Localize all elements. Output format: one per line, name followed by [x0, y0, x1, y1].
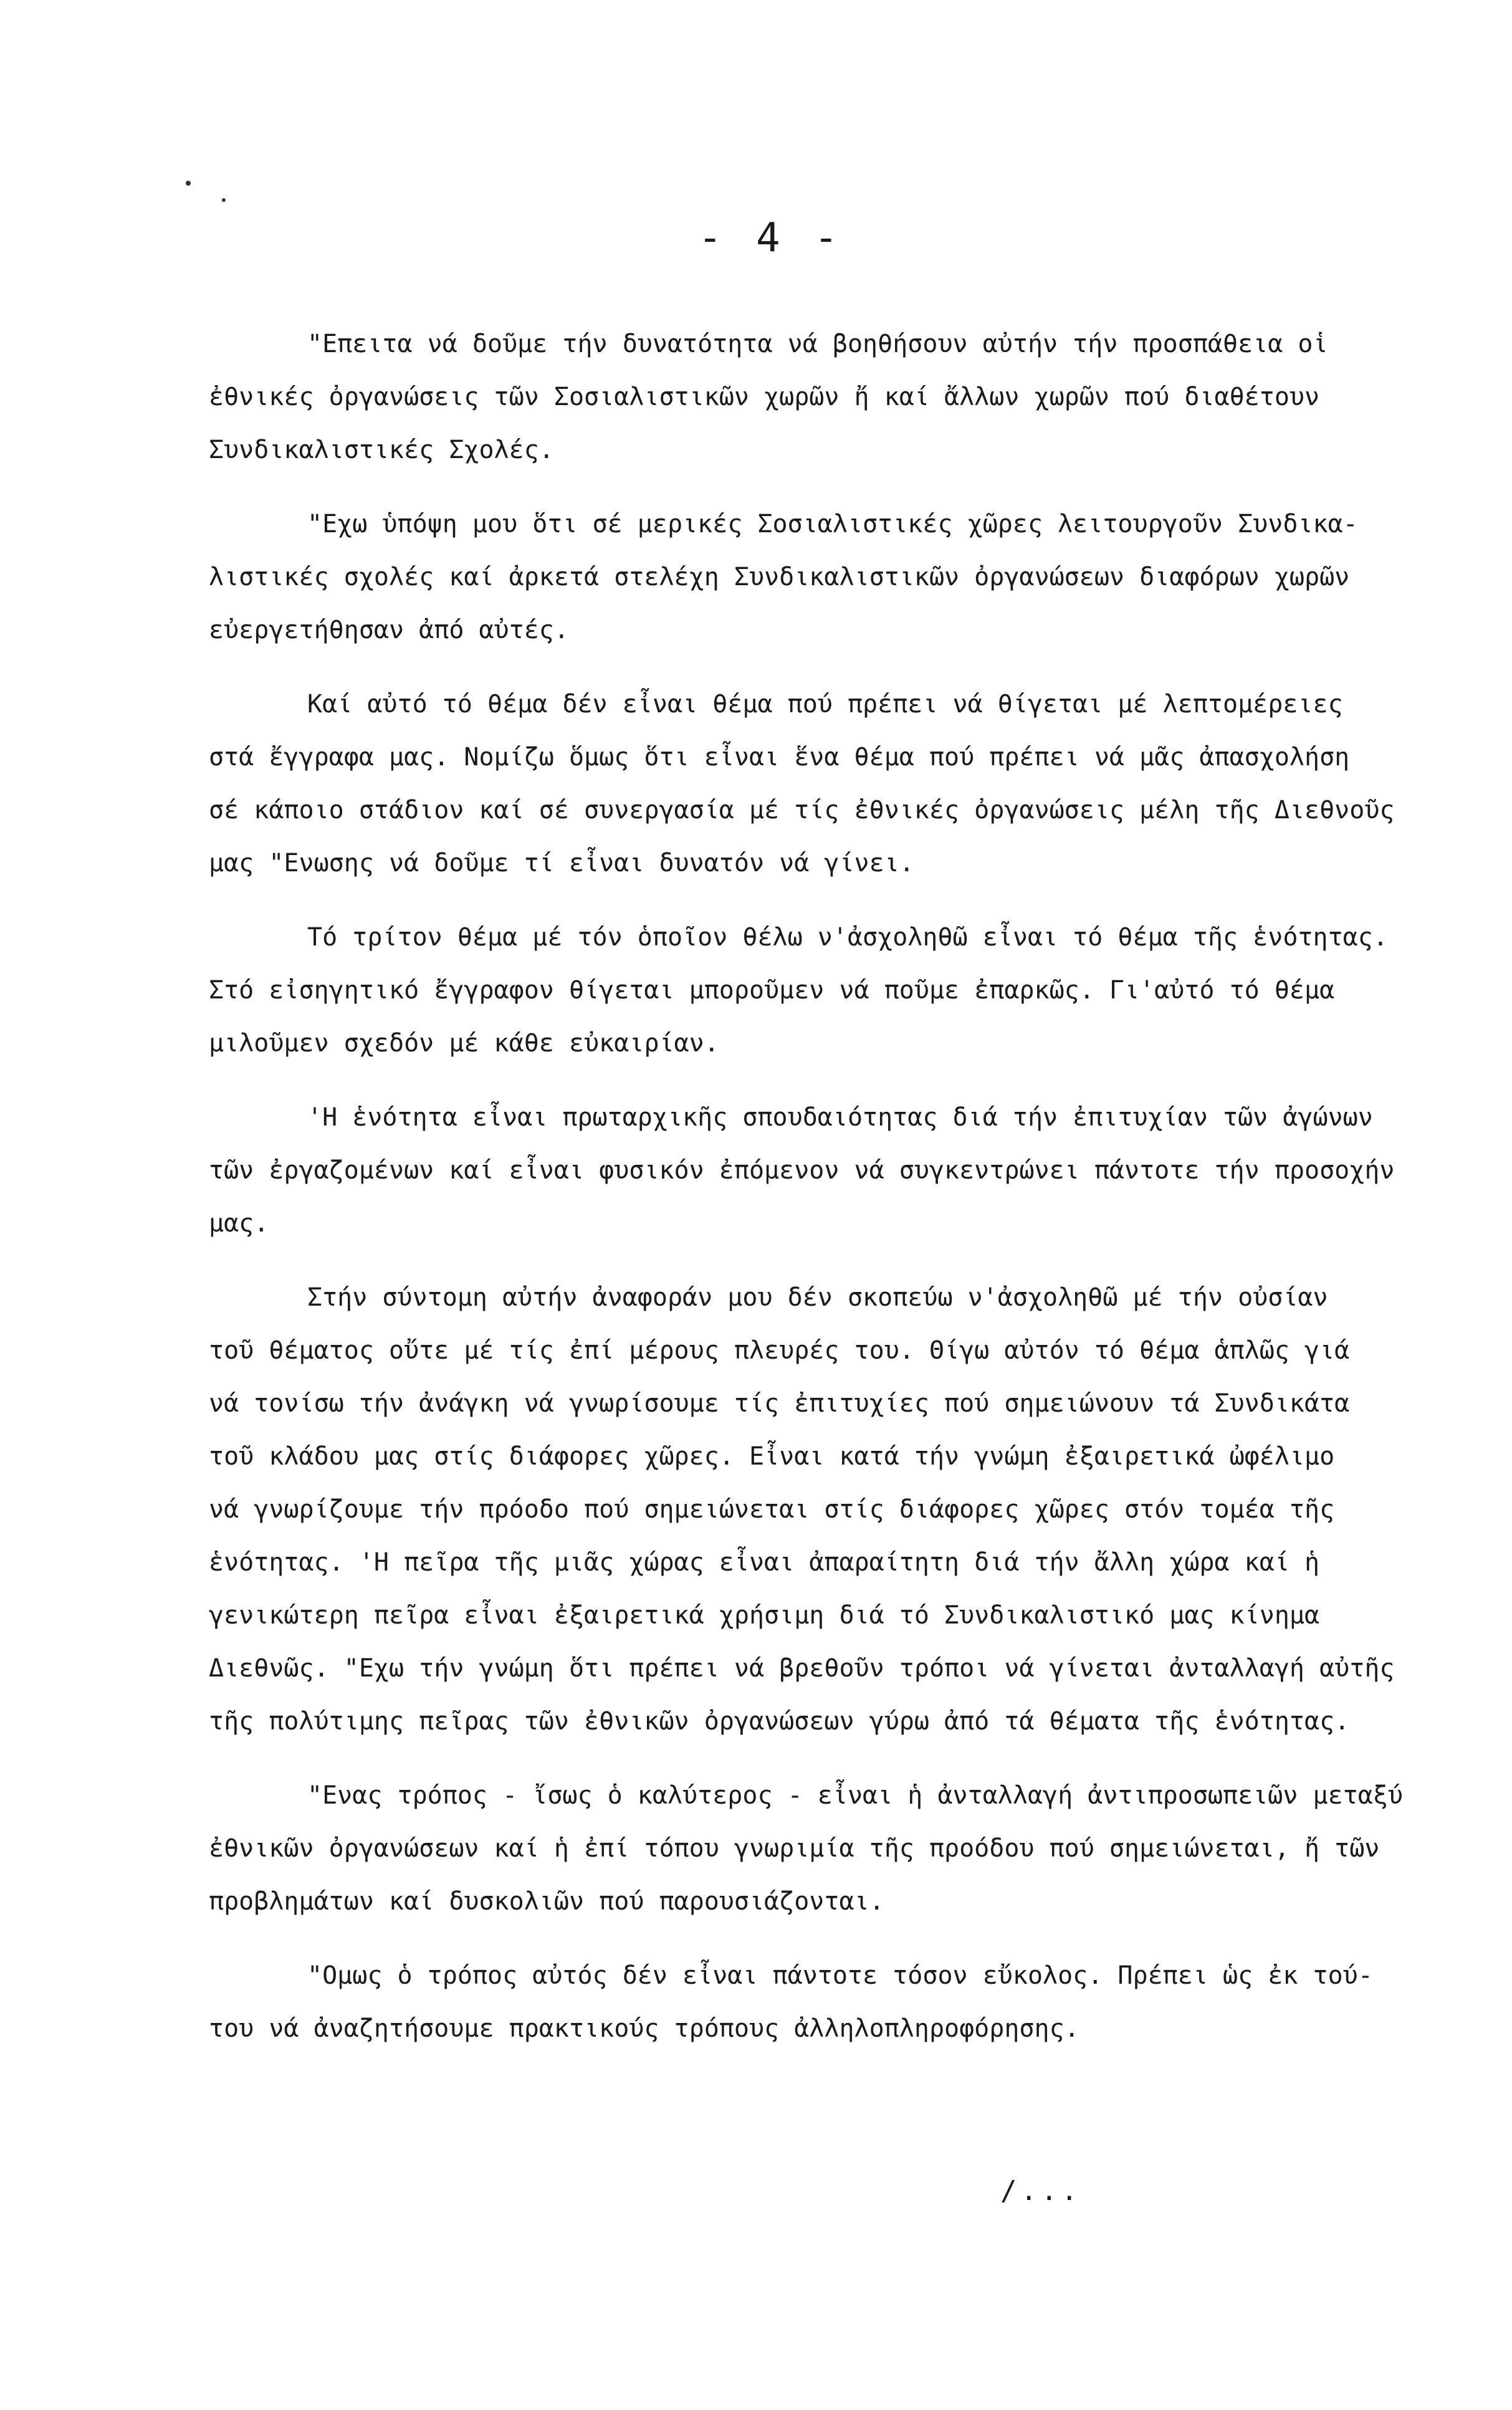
text-line: 'Η ἑνότητα εἶναι πρωταρχικῆς σπουδαιότητας διά τήν ἐπιτυχίαν τῶν ἀγώνων — [307, 1103, 1373, 1132]
text-line: Καί αὐτό τό θέμα δέν εἶναι θέμα πού πρέπει νά θίγεται μέ λεπτομέρειες — [307, 690, 1343, 719]
paragraph — [209, 1769, 1440, 1928]
scan-speck — [222, 198, 226, 202]
text-line: Στήν σύντομη αὐτήν ἀναφοράν μου δέν σκοπεύω ν'ἀσχοληθῶ μέ τήν οὐσίαν — [307, 1283, 1328, 1312]
paragraph — [209, 678, 1440, 890]
paragraph — [209, 1091, 1440, 1250]
text-line: μιλοῦμεν σχεδόν μέ κάθε εὐκαιρίαν. — [209, 1029, 719, 1058]
text-line: ἐθνικές ὀργανώσεις τῶν Σοσιαλιστικῶν χωρῶν ἤ καί ἄλλων χωρῶν πού διαθέτουν — [209, 383, 1320, 411]
page-number: - 4 - — [698, 215, 843, 261]
paragraph — [209, 1271, 1440, 1748]
text-line: ἑνότητας. 'Η πεῖρα τῆς μιᾶς χώρας εἶναι ἀπαραίτητη διά τήν ἄλλη χώρα καί ἡ — [209, 1548, 1320, 1577]
text-line: Συνδικαλιστικές Σχολές. — [209, 436, 554, 464]
text-line: τῆς πολύτιμης πεῖρας τῶν ἐθνικῶν ὀργανώσεων γύρω ἀπό τά θέματα τῆς ἑνότητας. — [209, 1707, 1350, 1736]
text-line: στά ἔγγραφα μας. Νομίζω ὅμως ὅτι εἶναι ἕνα θέμα πού πρέπει νά μᾶς ἀπασχολήση — [209, 743, 1350, 772]
text-line: "Εχω ὑπόψη μου ὅτι σέ μερικές Σοσιαλιστικές χῶρες λειτουργοῦν Συνδικα- — [307, 510, 1358, 538]
text-line: μας. — [209, 1209, 269, 1238]
text-line: γενικώτερη πεῖρα εἶναι ἐξαιρετικά χρήσιμη διά τό Συνδικαλιστικό μας κίνημα — [209, 1601, 1320, 1630]
paragraph — [209, 318, 1440, 477]
text-line: λιστικές σχολές καί ἀρκετά στελέχη Συνδικαλιστικῶν ὀργανώσεων διαφόρων χωρῶν — [209, 563, 1350, 591]
text-line: νά γνωρίζουμε τήν πρόοδο πού σημειώνεται στίς διάφορες χῶρες στόν τομέα τῆς — [209, 1495, 1335, 1524]
text-line: του νά ἀναζητήσουμε πρακτικούς τρόπους ἀλληλοπληροφόρησης. — [209, 2014, 1079, 2043]
paragraph — [209, 911, 1440, 1070]
text-line: ἐθνικῶν ὀργανώσεων καί ἡ ἐπί τόπου γνωριμία τῆς προόδου πού σημειώνεται, ἤ τῶν — [209, 1834, 1380, 1863]
text-line: σέ κάποιο στάδιον καί σέ συνεργασία μέ τίς ἐθνικές ὀργανώσεις μέλη τῆς Διεθνοῦς — [209, 796, 1395, 825]
paragraph — [209, 1949, 1440, 2055]
text-line: τοῦ θέματος οὔτε μέ τίς ἐπί μέρους πλευρές του. Θίγω αὐτόν τό θέμα ἁπλῶς γιά — [209, 1336, 1350, 1365]
paragraph — [209, 498, 1440, 657]
text-line: τῶν ἐργαζομένων καί εἶναι φυσικόν ἐπόμενον νά συγκεντρώνει πάντοτε τήν προσοχήν — [209, 1156, 1395, 1185]
text-line: "Επειτα νά δοῦμε τήν δυνατότητα νά βοηθήσουν αὐτήν τήν προσπάθεια οἱ — [307, 330, 1328, 358]
text-line: "Ενας τρόπος - ἴσως ὁ καλύτερος - εἶναι ἡ ἀνταλλαγή ἀντιπροσωπειῶν μεταξύ — [307, 1781, 1403, 1810]
text-line: εὐεργετήθησαν ἀπό αὐτές. — [209, 616, 569, 644]
text-line: τοῦ κλάδου μας στίς διάφορες χῶρες. Εἶναι κατά τήν γνώμη ἐξαιρετικά ὠφέλιμο — [209, 1442, 1335, 1471]
body-text — [209, 318, 1440, 2077]
text-line: Στό εἰσηγητικό ἔγγραφον θίγεται μποροῦμεν νά ποῦμε ἐπαρκῶς. Γι'αὐτό τό θέμα — [209, 976, 1335, 1005]
text-line: "Ομως ὁ τρόπος αὐτός δέν εἶναι πάντοτε τόσον εὔκολος. Πρέπει ὡς ἐκ τού- — [307, 1961, 1373, 1990]
text-line: Διεθνῶς. "Εχω τήν γνώμη ὅτι πρέπει νά βρεθοῦν τρόποι νά γίνεται ἀνταλλαγή αὐτῆς — [209, 1654, 1395, 1683]
text-line: νά τονίσω τήν ἀνάγκη νά γνωρίσουμε τίς ἐπιτυχίες πού σημειώνουν τά Συνδικάτα — [209, 1389, 1350, 1418]
scan-speck — [186, 181, 191, 186]
continuation-mark: /... — [1000, 2175, 1081, 2207]
text-line: προβλημάτων καί δυσκολιῶν πού παρουσιάζονται. — [209, 1887, 884, 1916]
text-line: Τό τρίτον θέμα μέ τόν ὁποῖον θέλω ν'ἀσχοληθῶ εἶναι τό θέμα τῆς ἑνότητας. — [307, 923, 1388, 952]
text-line: μας "Ενωσης νά δοῦμε τί εἶναι δυνατόν νά γίνει. — [209, 849, 914, 877]
